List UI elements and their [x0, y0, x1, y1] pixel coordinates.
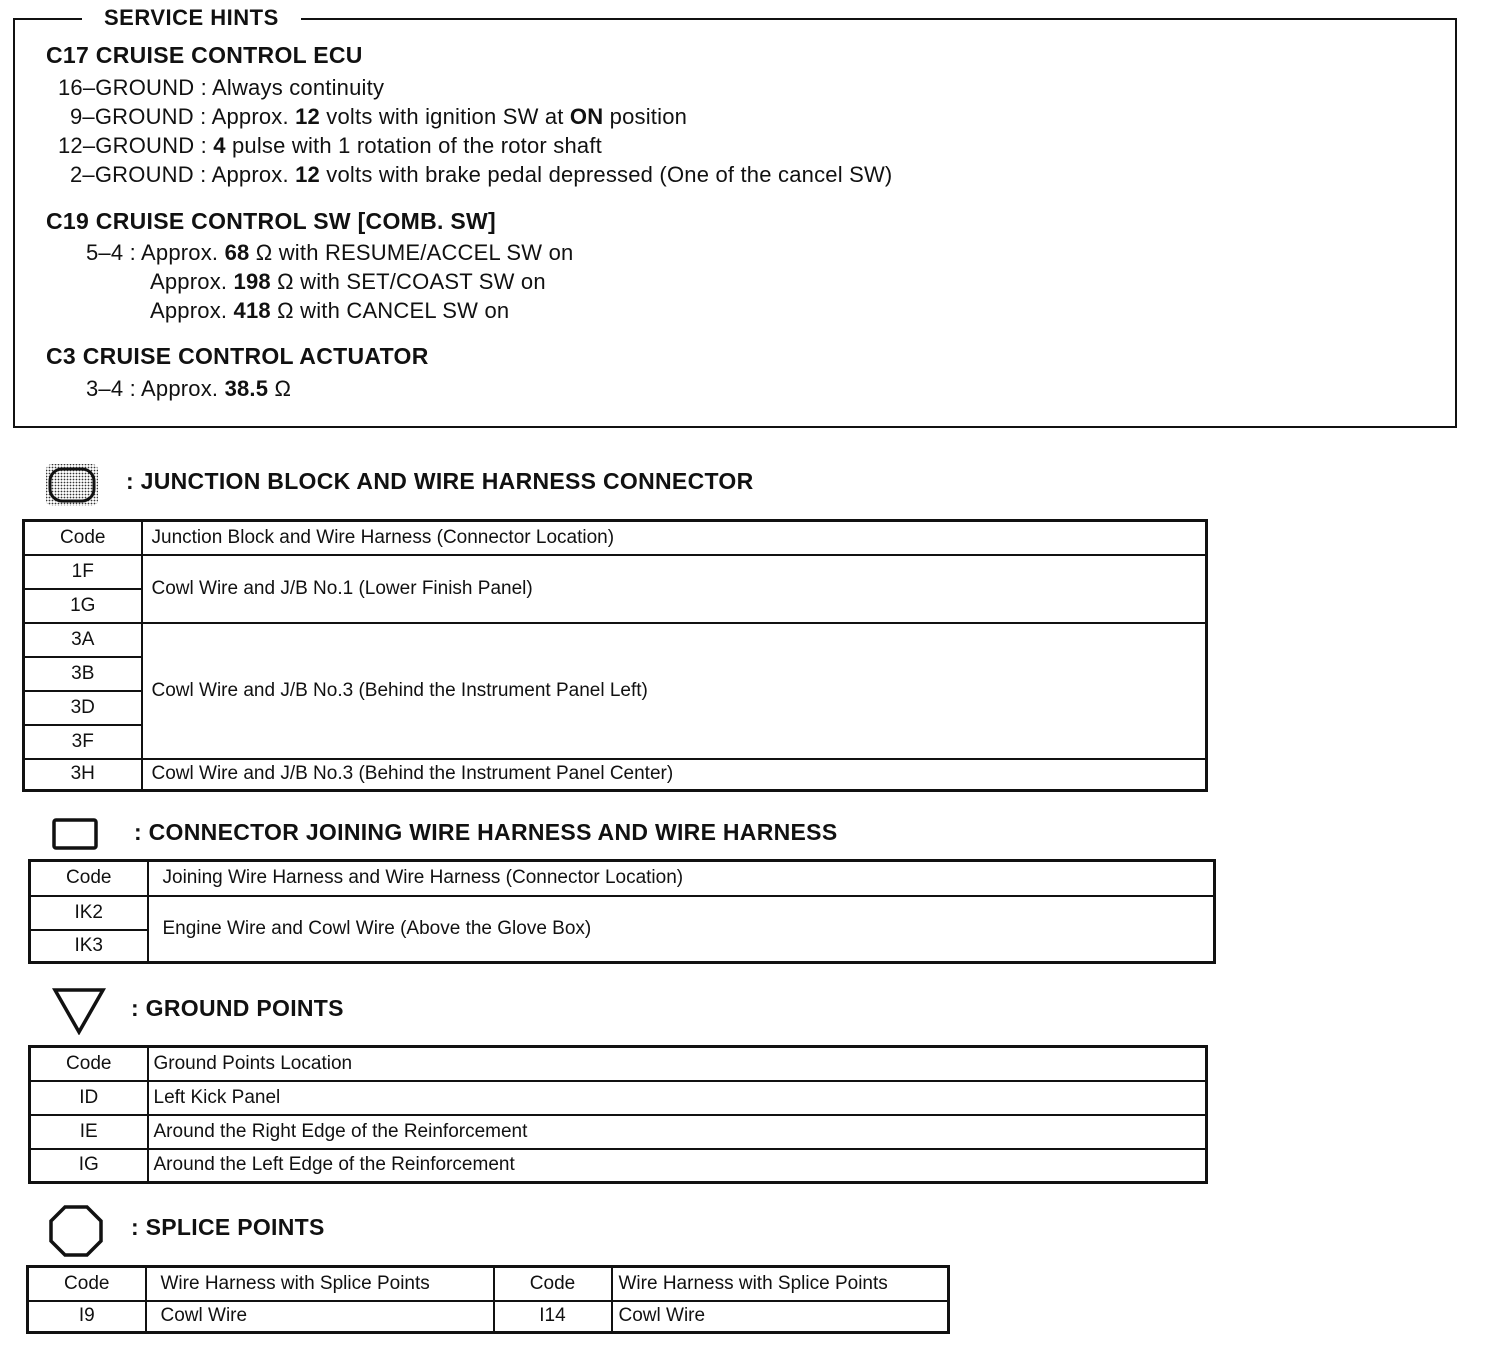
- table-row: [24, 623, 1207, 657]
- code-cell: IE: [30, 1115, 148, 1149]
- code-cell: 3H: [24, 759, 142, 791]
- description-cell: Cowl Wire: [146, 1301, 494, 1333]
- code-cell: IK2: [30, 896, 148, 930]
- splice-heading: : SPLICE POINTS: [131, 1214, 325, 1240]
- junction-block-icon: [45, 463, 99, 507]
- description-cell: Cowl Wire and J/B No.3 (Behind the Instrument Panel Center): [142, 759, 1207, 791]
- table-row: [24, 555, 1207, 589]
- ground-triangle-icon: [52, 987, 106, 1035]
- table-header-row: [30, 861, 1215, 896]
- table-row: [24, 759, 1207, 791]
- table-row: [30, 1081, 1207, 1115]
- code-cell: 3F: [24, 725, 142, 759]
- table-row: [28, 1301, 949, 1333]
- description-cell: Around the Left Edge of the Reinforcement: [148, 1149, 1207, 1183]
- section-title-c19: C19 CRUISE CONTROL SW [COMB. SW]: [46, 208, 497, 234]
- col-code: Code: [28, 1267, 146, 1301]
- ground-table: [28, 1045, 1208, 1184]
- table-header-row: [24, 521, 1207, 555]
- connector-heading: : CONNECTOR JOINING WIRE HARNESS AND WIRE HARNESS: [134, 819, 838, 845]
- table-header-row: [28, 1267, 949, 1301]
- table-row: [30, 896, 1215, 930]
- col-code: Code: [30, 861, 148, 896]
- splice-octagon-icon: [48, 1204, 104, 1258]
- junction-table: [22, 519, 1208, 792]
- hint-line: 2–GROUND : Approx. 12 volts with brake pedal depressed (One of the cancel SW): [70, 162, 893, 187]
- table-header-row: [30, 1047, 1207, 1081]
- ground-heading: : GROUND POINTS: [131, 995, 344, 1021]
- connector-table: [28, 859, 1216, 964]
- connector-icon: [52, 818, 98, 850]
- col-code: Code: [24, 521, 142, 555]
- col-code: Code: [30, 1047, 148, 1081]
- table-row: [30, 1115, 1207, 1149]
- description-cell: Cowl Wire and J/B No.3 (Behind the Instrument Panel Left): [142, 623, 1207, 759]
- description-cell: Around the Right Edge of the Reinforcement: [148, 1115, 1207, 1149]
- code-cell: I14: [494, 1301, 612, 1333]
- description-cell: Left Kick Panel: [148, 1081, 1207, 1115]
- section-title-c17: C17 CRUISE CONTROL ECU: [46, 42, 363, 68]
- hint-line: 5–4 : Approx. 68 Ω with RESUME/ACCEL SW on: [86, 240, 574, 265]
- junction-heading: : JUNCTION BLOCK AND WIRE HARNESS CONNECTOR: [126, 468, 754, 494]
- code-cell: 3A: [24, 623, 142, 657]
- col-description: Ground Points Location: [148, 1047, 1207, 1081]
- col-description: Wire Harness with Splice Points: [612, 1267, 949, 1301]
- service-hints-title: SERVICE HINTS: [82, 5, 301, 31]
- description-cell: Cowl Wire: [612, 1301, 949, 1333]
- code-cell: IG: [30, 1149, 148, 1183]
- hint-line: 12–GROUND : 4 pulse with 1 rotation of the rotor shaft: [58, 133, 602, 158]
- code-cell: 1F: [24, 555, 142, 589]
- hint-line: 16–GROUND : Always continuity: [58, 75, 385, 100]
- hint-line: 9–GROUND : Approx. 12 volts with ignition SW at ON position: [70, 104, 688, 129]
- description-cell: Engine Wire and Cowl Wire (Above the Glove Box): [148, 896, 1215, 963]
- section-title-c3: C3 CRUISE CONTROL ACTUATOR: [46, 343, 429, 369]
- code-cell: I9: [28, 1301, 146, 1333]
- code-cell: IK3: [30, 930, 148, 963]
- col-description: Junction Block and Wire Harness (Connector Location): [142, 521, 1207, 555]
- description-cell: Cowl Wire and J/B No.1 (Lower Finish Panel): [142, 555, 1207, 623]
- table-row: [30, 1149, 1207, 1183]
- code-cell: 3D: [24, 691, 142, 725]
- hint-line: 3–4 : Approx. 38.5 Ω: [86, 376, 292, 401]
- hint-line: Approx. 418 Ω with CANCEL SW on: [150, 298, 510, 323]
- code-cell: 3B: [24, 657, 142, 691]
- col-description: Wire Harness with Splice Points: [146, 1267, 494, 1301]
- code-cell: 1G: [24, 589, 142, 623]
- hint-line: Approx. 198 Ω with SET/COAST SW on: [150, 269, 546, 294]
- col-description: Joining Wire Harness and Wire Harness (Connector Location): [148, 861, 1215, 896]
- code-cell: ID: [30, 1081, 148, 1115]
- col-code: Code: [494, 1267, 612, 1301]
- splice-table: [26, 1265, 950, 1334]
